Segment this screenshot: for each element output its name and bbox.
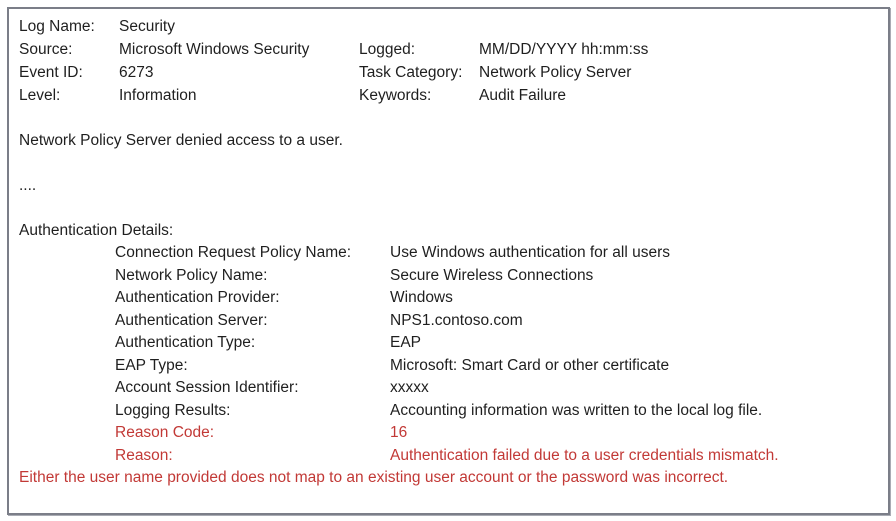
field-value: Microsoft Windows Security	[119, 41, 310, 58]
detail-row	[115, 422, 878, 445]
detail-value: Microsoft: Smart Card or other certificate	[390, 356, 670, 374]
field-value: Audit Failure	[479, 87, 567, 104]
detail-row	[115, 400, 878, 423]
field-label: Event ID:	[19, 64, 83, 81]
detail-label: Network Policy Name:	[115, 266, 268, 284]
field-value: Network Policy Server	[479, 64, 632, 81]
header-row	[19, 15, 878, 38]
detail-value: xxxxx	[390, 379, 429, 396]
detail-label: Reason Code:	[115, 424, 215, 441]
field-label: Source:	[19, 41, 73, 58]
field-label: Log Name:	[19, 18, 95, 35]
detail-value: EAP	[390, 334, 422, 351]
detail-row	[115, 265, 878, 288]
detail-row	[115, 445, 878, 468]
reason-explanation: Either the user name provided does not map to an existing user account or the password was incorrect.	[19, 469, 729, 486]
truncation-ellipsis: ....	[19, 177, 37, 194]
field-label	[359, 15, 479, 38]
field-label: Task Category:	[359, 64, 463, 81]
field-label: Keywords:	[359, 87, 432, 104]
detail-value: Secure Wireless Connections	[390, 266, 594, 284]
detail-label: Authentication Provider:	[115, 289, 280, 306]
detail-row	[115, 355, 878, 378]
event-log-panel	[7, 7, 890, 515]
detail-label: Logging Results:	[115, 401, 231, 419]
detail-label: Authentication Type:	[115, 334, 256, 351]
detail-value: Use Windows authentication for all users	[390, 244, 670, 261]
field-label: Level:	[19, 87, 61, 104]
detail-row	[115, 332, 878, 355]
auth-details-list	[19, 242, 878, 467]
detail-value: Authentication failed due to a user credentials mismatch.	[390, 446, 779, 464]
field-value: MM/DD/YYYY hh:mm:ss	[479, 41, 649, 58]
detail-value: 16	[390, 424, 408, 441]
detail-value: Accounting information was written to the local log file.	[390, 401, 763, 419]
field-value	[479, 15, 878, 38]
detail-label: Authentication Server:	[115, 311, 268, 329]
auth-details-heading: Authentication Details:	[19, 222, 174, 239]
field-value: 6273	[119, 64, 154, 81]
detail-row	[115, 287, 878, 310]
detail-value: NPS1.contoso.com	[390, 311, 523, 329]
event-header	[19, 15, 878, 107]
detail-row	[115, 377, 878, 400]
detail-row	[115, 310, 878, 333]
field-value: Security	[119, 18, 175, 35]
event-description: Network Policy Server denied access to a user.	[19, 132, 343, 149]
detail-label: Account Session Identifier:	[115, 379, 299, 396]
field-label: Logged:	[359, 41, 416, 58]
detail-label: Reason:	[115, 446, 173, 464]
detail-value: Windows	[390, 289, 453, 306]
header-row	[19, 84, 878, 107]
header-row	[19, 38, 878, 61]
header-row	[19, 61, 878, 84]
field-value: Information	[119, 87, 197, 104]
detail-label: Connection Request Policy Name:	[115, 244, 352, 261]
detail-label: EAP Type:	[115, 356, 188, 374]
detail-row	[115, 242, 878, 265]
